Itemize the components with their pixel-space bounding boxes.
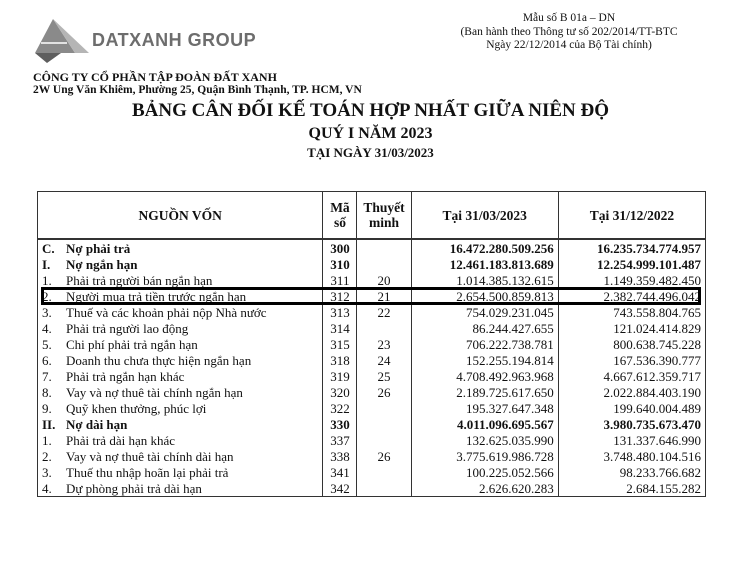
table-row [38,256,706,272]
row-current: 12.461.183.813.689 [411,256,558,272]
company-name: CÔNG TY CỔ PHẦN TẬP ĐOÀN ĐẤT XANH [33,70,277,84]
row-item [38,336,323,352]
row-label: Thuế và các khoản phải nộp Nhà nước [66,304,267,320]
row-note [357,256,411,272]
header-previous: Tại 31/12/2022 [558,192,705,240]
row-item [38,448,323,464]
row-previous: 199.640.004.489 [558,400,705,416]
row-previous: 3.748.480.104.516 [558,448,705,464]
row-current: 706.222.738.781 [411,336,558,352]
row-note: 20 [357,272,411,288]
row-index: 4. [42,480,52,496]
row-code: 310 [323,256,357,272]
row-label: Dự phòng phải trả dài hạn [66,480,202,496]
row-current: 100.225.052.566 [411,464,558,480]
table-row [38,464,706,480]
header-code: Mã số [323,192,357,240]
report-title: BẢNG CÂN ĐỐI KẾ TOÁN HỢP NHẤT GIỮA NIÊN ĐỘ [131,100,609,121]
row-current: 754.029.231.045 [411,304,558,320]
row-current: 152.255.194.814 [411,352,558,368]
table-row [38,368,706,384]
row-index: 1. [42,272,52,288]
row-label: Phải trả ngắn hạn khác [66,368,185,384]
row-code: 322 [323,400,357,416]
table-header-row [38,192,706,240]
row-note: 25 [357,368,411,384]
row-previous: 4.667.612.359.717 [558,368,705,384]
row-previous: 1.149.359.482.450 [558,272,705,288]
row-code: 342 [323,480,357,497]
form-info [409,12,729,53]
row-label: Doanh thu chưa thực hiện ngắn hạn [66,352,252,368]
row-label: Vay và nợ thuê tài chính ngắn hạn [66,384,243,400]
row-note [357,239,411,256]
row-previous: 3.980.735.673.470 [558,416,705,432]
row-code: 330 [323,416,357,432]
row-note [357,400,411,416]
row-note: 23 [357,336,411,352]
row-current: 1.014.385.132.615 [411,272,558,288]
row-label: Chi phí phải trả ngắn hạn [66,336,198,352]
row-item [38,464,323,480]
row-code: 313 [323,304,357,320]
row-label: Phải trả dài hạn khác [66,432,176,448]
table-row [38,384,706,400]
table-row [38,239,706,256]
row-current: 2.654.500.859.813 [411,288,558,304]
row-note [357,320,411,336]
row-index: 2. [42,448,52,464]
row-code: 311 [323,272,357,288]
table-row [38,448,706,464]
row-code: 300 [323,239,357,256]
row-item [38,400,323,416]
table-row [38,352,706,368]
row-label: Nợ phải trả [66,240,131,256]
row-label: Phải trả người bán ngắn hạn [66,272,213,288]
row-index: II. [42,416,56,432]
table-row [38,480,706,497]
row-item [38,368,323,384]
report-date: TẠI NGÀY 31/03/2023 [307,145,434,160]
row-current: 132.625.035.990 [411,432,558,448]
row-current: 16.472.280.509.256 [411,239,558,256]
row-note [357,464,411,480]
row-current: 195.327.647.348 [411,400,558,416]
form-issued-date: Ngày 22/12/2014 của Bộ Tài chính) [486,39,652,51]
row-note: 22 [357,304,411,320]
row-code: 341 [323,464,357,480]
table-row [38,400,706,416]
row-index: 2. [42,288,52,304]
row-note: 21 [357,288,411,304]
form-issued-by: (Ban hành theo Thông tư số 202/2014/TT-BTC [460,25,678,38]
form-number: Mẫu số B 01a – DN [522,12,616,24]
row-previous: 2.382.744.496.042 [558,288,705,304]
row-label: Phải trả người lao động [66,320,189,336]
row-index: 3. [42,304,52,320]
table-row [38,288,706,304]
row-code: 319 [323,368,357,384]
table-body [38,239,706,497]
header-item: NGUỒN VỐN [38,192,323,240]
row-label: Nợ ngắn hạn [66,256,138,272]
row-previous: 16.235.734.774.957 [558,239,705,256]
row-item [38,320,323,336]
row-label: Nợ dài hạn [66,416,128,432]
row-previous: 2.022.884.403.190 [558,384,705,400]
row-item [38,352,323,368]
company-address: 2W Ung Văn Khiêm, Phường 25, Quận Bình Thạnh, TP. HCM, VN [33,84,362,96]
row-code: 318 [323,352,357,368]
table-row [38,304,706,320]
report-quarter: QUÝ I NĂM 2023 [308,125,433,142]
row-label: Người mua trả tiền trước ngắn hạn [66,288,247,304]
table-row [38,320,706,336]
row-item [38,416,323,432]
row-item [38,384,323,400]
row-index: 1. [42,432,52,448]
row-current: 2.189.725.617.650 [411,384,558,400]
row-note: 24 [357,352,411,368]
table-row [38,432,706,448]
header-current: Tại 31/03/2023 [411,192,558,240]
row-item [38,304,323,320]
row-index: 9. [42,400,52,416]
row-note: 26 [357,448,411,464]
header-note: Thuyết minh [357,192,411,240]
balance-sheet-table [37,191,706,497]
row-index: C. [42,240,55,256]
row-note: 26 [357,384,411,400]
table-row [38,336,706,352]
row-current: 86.244.427.655 [411,320,558,336]
row-item [38,256,323,272]
row-label: Vay và nợ thuê tài chính dài hạn [66,448,234,464]
row-code: 337 [323,432,357,448]
row-note [357,432,411,448]
row-code: 338 [323,448,357,464]
row-previous: 98.233.766.682 [558,464,705,480]
row-index: 3. [42,464,52,480]
row-item [38,432,323,448]
row-code: 320 [323,384,357,400]
row-index: 8. [42,384,52,400]
row-current: 4.708.492.963.968 [411,368,558,384]
row-index: 5. [42,336,52,352]
table-row [38,416,706,432]
row-label: Quỹ khen thưởng, phúc lợi [66,400,207,416]
row-note [357,480,411,497]
logo-text: DATXANH GROUP [92,30,257,50]
row-current: 4.011.096.695.567 [411,416,558,432]
row-previous: 800.638.745.228 [558,336,705,352]
row-previous: 2.684.155.282 [558,480,705,497]
row-item [38,480,323,497]
row-current: 3.775.619.986.728 [411,448,558,464]
row-previous: 12.254.999.101.487 [558,256,705,272]
row-index: I. [42,256,51,272]
row-index: 4. [42,320,52,336]
row-item [38,239,323,256]
table-row [38,272,706,288]
row-previous: 167.536.390.777 [558,352,705,368]
row-previous: 743.558.804.765 [558,304,705,320]
row-label: Thuế thu nhập hoãn lại phải trả [66,464,229,480]
row-current: 2.626.620.283 [411,480,558,497]
row-index: 6. [42,352,52,368]
row-note [357,416,411,432]
row-code: 315 [323,336,357,352]
row-previous: 121.024.414.829 [558,320,705,336]
row-item [38,272,323,288]
row-item [38,288,323,304]
row-index: 7. [42,368,52,384]
row-code: 312 [323,288,357,304]
row-previous: 131.337.646.990 [558,432,705,448]
row-code: 314 [323,320,357,336]
